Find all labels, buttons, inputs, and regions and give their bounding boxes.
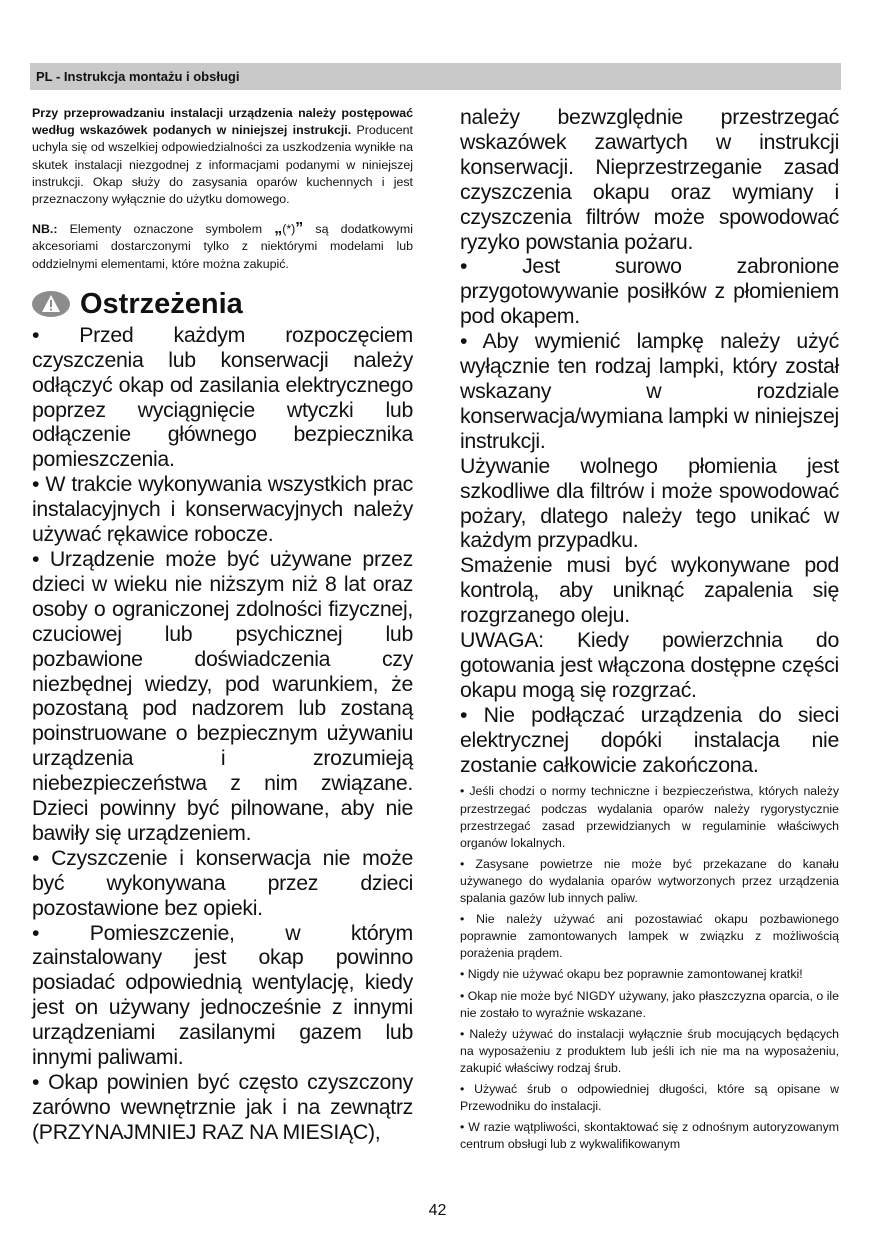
warning-item: • Nie podłączać urządzenia do sieci elektrycznej dopóki instalacja nie zostanie całkowicie zakończona. — [460, 702, 839, 777]
page-number: 42 — [428, 1202, 447, 1219]
warning-item: • Urządzenie może być używane przez dzieci w wieku nie niższym niż 8 lat oraz osoby o ograniczonej zdolności fizycznej, czuciowej lub psychicznej lub pozbawione doświadczenia czy niezbędnej wiedzy, pod warunkiem, że pozostaną pod nadzorem lub zostaną poinstruowane o bezpiecznym używaniu urządzenia i zrozumieją niebezpieczeństwa z nim związane. Dzieci powinny być pilnowane, aby nie bawiły się urządzeniem. — [32, 546, 413, 845]
small-warnings — [460, 783, 839, 1153]
nb-text-before: Elementy oznaczone symbolem — [57, 222, 275, 237]
warning-item: Smażenie musi być wykonywane pod kontrolą, aby uniknąć zapalenia się rozgrzanego oleju. — [460, 553, 839, 628]
left-column — [32, 105, 413, 1145]
small-warning-item: • Okap nie może być NIGDY używany, jako płaszczyzna oparcia, o ile nie zostało to wyraźnie wskazane. — [460, 988, 839, 1020]
warning-item: • W trakcie wykonywania wszystkich prac instalacyjnych i konserwacyjnych należy używać rękawice robocze. — [32, 472, 413, 547]
small-warning-item: • Nigdy nie używać okapu bez poprawnie zamontowanej kratki! — [460, 967, 803, 982]
warning-item: • Pomieszczenie, w którym zainstalowany jest okap powinno posiadać odpowiednią wentylację, kiedy jest on używany jednocześnie z innymi urządzeniami zasilanymi gazem lub innymi paliwami. — [32, 920, 413, 1070]
warnings-title: Ostrzeżenia — [80, 287, 243, 320]
warning-item: • Przed każdym rozpoczęciem czyszczenia lub konserwacji należy odłączyć okap od zasilania elektrycznego poprzez wyciągnięcie wtyczki lub odłączenie głównego bezpiecznika pomieszczenia. — [32, 322, 413, 472]
warning-item: UWAGA: Kiedy powierzchnia do gotowania jest włączona dostępne części okapu mogą się rozgrzać. — [460, 628, 839, 702]
section-header-title: PL - Instrukcja montażu i obsługi — [36, 69, 240, 84]
nb-open-quote: „ — [274, 220, 283, 238]
nb-label: NB.: — [32, 222, 58, 237]
small-warning-item: • Jeśli chodzi o normy techniczne i bezpieczeństwa, których należy przestrzegać podczas wydalania oparów należy rygorystycznie przestrzegać zasad przewidzianych w regulaminie właściwych organów lokalnych. — [460, 784, 839, 850]
nb-note — [32, 220, 413, 273]
warning-item: należy bezwzględnie przestrzegać wskazówek zawartych w instrukcji konserwacji. Nieprzestrzeganie zasad czyszczenia okapu oraz wymiany i czyszczenia filtrów może spowodować ryzyko powstania pożaru. — [460, 105, 839, 254]
intro-text: Producent uchyla się od wszelkiej odpowiedzialności za uszkodzenia wynikłe na skutek instalacji niezgodnej z informacjami podanymi w niniejszej instrukcji. Okap służy do zasysania oparów kuchennych i jest przeznaczony wyłącznie do użytku domowego. — [32, 123, 413, 207]
warning-item: Używanie wolnego płomienia jest szkodliwe dla filtrów i może spowodować pożary, dlatego należy tego unikać w każdym przypadku. — [460, 453, 839, 553]
small-warning-item: • Nie należy używać ani pozostawiać okapu pozbawionego poprawnie zamontowanych lampek w związku z możliwością porażenia prądem. — [460, 912, 839, 961]
small-warning-item: • Używać śrub o odpowiedniej długości, które są opisane w Przewodniku do instalacji. — [460, 1081, 839, 1114]
warning-item: • Jest surowo zabronione przygotowywanie posiłków z płomieniem pod okapem. — [460, 254, 839, 329]
small-warning-item: • Należy używać do instalacji wyłącznie śrub mocujących będących na wyposażeniu z produktem lub jeśli ich nie ma na wyposażeniu, zakupić właściwy rodzaj śrub. — [460, 1026, 839, 1075]
intro-paragraph — [32, 105, 413, 208]
section-header — [30, 63, 841, 90]
warning-item: • Aby wymienić lampkę należy użyć wyłącznie ten rodzaj lampki, który został wskazany w rozdziale konserwacja/wymiana lampki w niniejszej instrukcji. — [460, 329, 839, 453]
warning-item: • Okap powinien być często czyszczony zarówno wewnętrznie jak i na zewnątrz (PRZYNAJMNIEJ RAZ NA MIESIĄC), — [32, 1070, 413, 1144]
warning-item: • Czyszczenie i konserwacja nie może być wykonywana przez dzieci pozostawione bez opieki. — [32, 845, 413, 920]
intro-bold-text: Przy przeprowadzaniu instalacji urządzenia należy postępować według wskazówek podanych w niniejszej instrukcji. — [32, 106, 413, 138]
small-warning-item: • Zasysane powietrze nie może być przekazane do kanału używanego do wydalania oparów wytworzonych przez urządzenia spalania gazów lub innych paliw. — [460, 856, 839, 906]
small-warning-item: • W razie wątpliwości, skontaktować się z odnośnym autoryzowanym centrum obsługi lub z wykwalifikowanym — [460, 1120, 839, 1152]
nb-close-quote: ” — [295, 220, 304, 238]
warning-triangle-icon — [32, 291, 70, 317]
right-warnings — [460, 105, 839, 777]
left-warnings — [32, 323, 413, 1145]
nb-symbol: (*) — [282, 222, 296, 237]
nb-text-after: są dodatkowymi akcesoriami dostarczonymi tylko z niektórymi modelami lub oddzielnymi elementami, które można zakupić. — [32, 222, 413, 271]
right-column — [460, 105, 839, 1157]
warnings-heading — [32, 287, 413, 321]
